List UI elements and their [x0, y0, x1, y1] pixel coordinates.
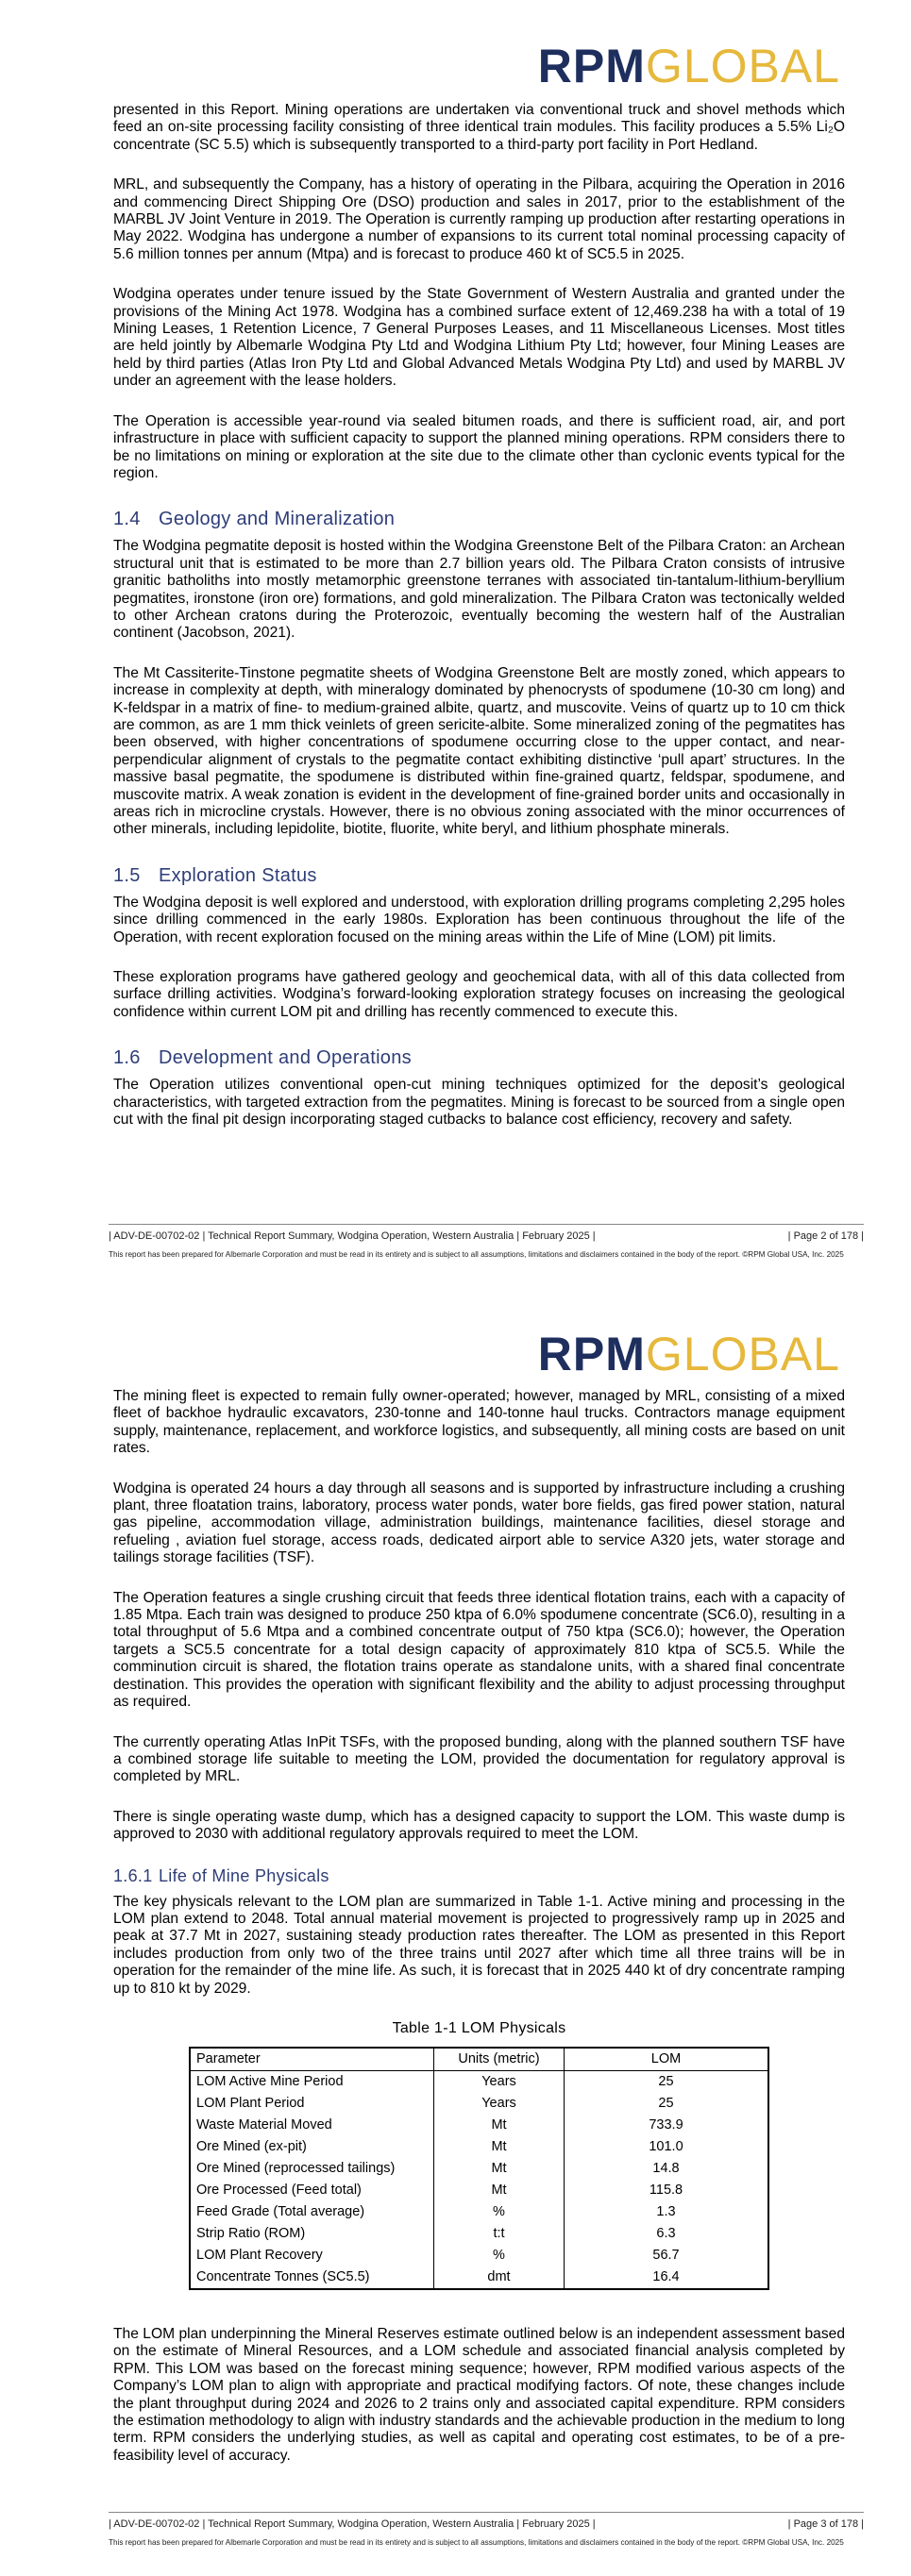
section-title: Development and Operations [159, 1047, 412, 1069]
footer-page-number: | Page 3 of 178 | [787, 2518, 864, 2530]
table-cell: 25 [658, 2096, 674, 2112]
table-row [190, 2267, 768, 2289]
table-row [190, 2180, 768, 2201]
rpm-global-logo [538, 1326, 840, 1382]
table-cell: 1.3 [656, 2204, 676, 2220]
section-number: 1.6 [113, 1047, 141, 1069]
table-cell: % [434, 2201, 565, 2223]
table-cell: 733.9 [649, 2117, 683, 2133]
table-row [190, 2201, 768, 2223]
table-row [190, 2093, 768, 2115]
paragraph: The Wodgina deposit is well explored and understood, with exploration drilling programs completing 2,295 holes since drilling commenced in the early 1980s. Exploration has been continuous throughout the life of the Operation, with recent exploration focused on the mining areas within the Life of Mine (LOM) pit limits. [113, 894, 845, 945]
paragraph: The Operation features a single crushing circuit that feeds three identical flotation trains, each with a capacity of 1.85 Mtpa. Each train was designed to produce 250 ktpa of 6.0% spodumene concentrate (SC6.0), resulting in a total throughput of 5.6 Mtpa and a combined concentrate output of 750 ktpa (SC6.0); however, the Operation targets a SC5.5 concentrate for a total design capacity of approximately 810 ktpa of SC5.5. While the comminution circuit is shared, the flotation trains operate as standalone units, with a shared final concentrate destination. This provides the operation with significant flexibility and the ability to adjust processing throughput as required. [113, 1589, 845, 1711]
table-header-row [190, 2048, 768, 2071]
footer-document-info: | ADV-DE-00702-02 | Technical Report Summary, Wodgina Operation, Western Australia | February 2025 | [109, 1230, 596, 1242]
table-cell: 56.7 [652, 2248, 680, 2264]
footer-rule [109, 2512, 864, 2513]
section-title: Exploration Status [159, 864, 317, 886]
section-heading-development [113, 1047, 845, 1069]
section-number: 1.5 [113, 864, 141, 886]
footer-disclaimer: This report has been prepared for Albemarle Corporation and must be read in its entirety and is subject to all assumptions, limitations and disclaimers contained in the body of the report. ©RPM Global USA, Inc. 2025 [109, 1250, 844, 1259]
table-cell: 6.3 [656, 2226, 676, 2242]
table-cell: 16.4 [652, 2269, 680, 2285]
table-cell: Feed Grade (Total average) [190, 2201, 434, 2223]
table-row [190, 2070, 768, 2093]
page-footer [109, 2512, 864, 2548]
table-cell: LOM Plant Recovery [190, 2245, 434, 2267]
paragraph: The Mt Cassiterite-Tinstone pegmatite sheets of Wodgina Greenstone Belt are mostly zoned, which appears to increase in complexity at depth, with mineralogy dominated by phenocrysts of spodumene (10-30 cm long) and K-feldspar in a matrix of fine- to medium-grained albite, quartz, and muscovite. Veins of quartz up to 10 cm thick are common, as are 1 mm thick veinlets of green sericite-albite. Some mineralized zoning of the pegmatites has been observed, with higher concentrations of spodumene occurring close to the upper contact, and near-perpendicular alignment of crystals to the pegmatite contact exhibiting distinctive ‘pull apart’ structures. In the massive basal pegmatite, the spodumene is distributed within fine-grained quartz, feldspar, spodumene, and muscovite matrix. A weak zonation is evident in the development of fine-grained border units and occasionally in areas rich in microcline crystals. However, there is no obvious zoning associated with the minor occurrences of other minerals, including lepidolite, biotite, fluorite, white beryl, and lithium phosphate minerals. [113, 664, 845, 838]
column-header: Parameter [190, 2048, 434, 2071]
table-row [190, 2136, 768, 2158]
section-title: Geology and Mineralization [159, 509, 396, 530]
footer-disclaimer: This report has been prepared for Albemarle Corporation and must be read in its entirety and is subject to all assumptions, limitations and disclaimers contained in the body of the report. ©RPM Global USA, Inc. 2025 [109, 2538, 844, 2547]
paragraph: The Wodgina pegmatite deposit is hosted within the Wodgina Greenstone Belt of the Pilbara Craton: an Archean structural unit that is estimated to be more than 2.7 billion years old. The Pilbara Craton consists of intrusive granitic batholiths into mostly metamorphic greenstone terranes with associated tin-tantalum-lithium-beryllium pegmatites, ironstone (iron ore) formations, and gold mineralization. The Pilbara Craton was tectonically welded to other Archean cratons during the Proterozoic, eventually becoming the western half of the Australian continent (Jacobson, 2021). [113, 538, 845, 642]
section-number: 1.6.1 [113, 1865, 153, 1885]
table-row [190, 2115, 768, 2136]
table-cell: Strip Ratio (ROM) [190, 2223, 434, 2245]
section-heading-exploration [113, 865, 845, 887]
subsection-heading-lom-physicals [113, 1866, 845, 1886]
paragraph: The key physicals relevant to the LOM plan are summarized in Table 1-1. Active mining and processing in the LOM plan extend to 2048. Total annual material movement is projected to progressively ramp up in 2025 and peak at 37.7 Mt in 2027, sustaining steady production rates thereafter. The LOM as presented in this Report includes production from only two of the three trains until 2027 after which time all three trains will be in operation for the remainder of the mine life. As such, it is forecast that in 2025 440 kt of dry concentrate ramping up to 810 kt by 2029. [113, 1893, 845, 1997]
paragraph: The mining fleet is expected to remain fully owner-operated; however, managed by MRL, consisting of a mixed fleet of backhoe hydraulic excavators, 230-tonne and 140-tonne haul trucks. Contractors manage equipment supply, maintenance, replacement, and workforce logistics, and subsequently, all mining costs are based on unit rates. [113, 1388, 845, 1457]
table-cell: Ore Mined (ex-pit) [190, 2136, 434, 2158]
paragraph: The Operation utilizes conventional open-cut mining techniques optimized for the deposit’s geological characteristics, with targeted extraction from the pegmatites. Mining is forecast to be sourced from a single open cut with the final pit design incorporating staged cutbacks to balance cost efficiency, recovery and safety. [113, 1077, 845, 1129]
footer-document-info: | ADV-DE-00702-02 | Technical Report Summary, Wodgina Operation, Western Australia | February 2025 | [109, 2518, 596, 2530]
paragraph: Wodgina is operated 24 hours a day through all seasons and is supported by infrastructure including a crushing plant, three floatation trains, laboratory, process water ponds, water bore fields, gas fired power station, natural gas pipeline, accommodation village, administration buildings, maintenance facilities, diesel storage and refueling , aviation fuel storage, access roads, dedicated airport able to service A320 jets, water storage and tailings storage facilities (TSF). [113, 1480, 845, 1566]
table-caption: Table 1-1 LOM Physicals [392, 2019, 566, 2036]
table-cell: Waste Material Moved [190, 2115, 434, 2136]
table-cell: 14.8 [652, 2161, 680, 2177]
table-row [190, 2245, 768, 2267]
table-cell: Mt [434, 2180, 565, 2201]
table-cell: Mt [434, 2136, 565, 2158]
paragraph: MRL, and subsequently the Company, has a history of operating in the Pilbara, acquiring the Operation in 2016 and commencing Direct Shipping Ore (DSO) production and sales in 2017, prior to the establishment of the MARBL JV Joint Venture in 2019. The Operation is currently ramping up production after restarting operations in May 2022. Wodgina has undergone a number of expansions to its current total nominal processing capacity of 5.6 million tonnes per annum (Mtpa) and is forecast to produce 460 kt of SC5.5 in 2025. [113, 176, 845, 262]
section-number: 1.4 [113, 509, 141, 530]
table-cell: % [434, 2245, 565, 2267]
paragraph: presented in this Report. Mining operations are undertaken via conventional truck and shovel methods which feed an on-site processing facility consisting of three identical train modules. This facility produces a 5.5% Li₂O concentrate (SC 5.5) which is subsequently transported to a third-party port facility in Port Hedland. [113, 102, 845, 153]
table-cell: Ore Mined (reprocessed tailings) [190, 2158, 434, 2180]
logo-global-text: GLOBAL [645, 1328, 840, 1380]
paragraph: Wodgina operates under tenure issued by the State Government of Western Australia and granted under the provisions of the Mining Act 1978. Wodgina has a combined surface extent of 12,469.238 ha with a total of 19 Mining Leases, 1 Retention Licence, 7 General Purposes Leases, and 11 Miscellaneous Licenses. Most titles are held jointly by Albemarle Wodgina Pty Ltd and Wodgina Lithium Pty Ltd; however, four Mining Leases are held by third parties (Atlas Iron Pty Ltd and Global Advanced Metals Wodgina Pty Ltd) and used by MARBL JV under an agreement with the lease holders. [113, 286, 845, 390]
page-2-body [113, 102, 845, 1151]
table-cell: Years [434, 2093, 565, 2115]
table-cell: 115.8 [649, 2183, 683, 2199]
section-heading-geology [113, 509, 845, 530]
section-title: Life of Mine Physicals [159, 1865, 329, 1885]
paragraph: There is single operating waste dump, which has a designed capacity to support the LOM. This waste dump is approved to 2030 with additional regulatory approvals required to meet the LOM. [113, 1808, 845, 1843]
table-cell: t:t [434, 2223, 565, 2245]
logo-global-text: GLOBAL [645, 40, 840, 92]
footer-rule [109, 1224, 864, 1225]
logo-rpm-text: RPM [537, 40, 646, 92]
table-cell: LOM Plant Period [190, 2093, 434, 2115]
rpm-global-logo [538, 38, 840, 94]
table-cell: Ore Processed (Feed total) [190, 2180, 434, 2201]
paragraph: The Operation is accessible year-round via sealed bitumen roads, and there is sufficient road, air, and port infrastructure in place with sufficient capacity to support the planned mining operations. RPM considers there to be no limitations on mining or exploration at the site due to the climate other than cyclonic events typical for the region. [113, 412, 845, 481]
page-3-body [113, 1388, 845, 2487]
page-footer [109, 1224, 864, 1260]
paragraph: The currently operating Atlas InPit TSFs, with the proposed bunding, along with the planned southern TSF have a combined storage life suitable to meeting the LOM, provided the documentation for regulatory approval is completed by MRL. [113, 1733, 845, 1785]
table-row [190, 2223, 768, 2245]
logo-rpm-text: RPM [537, 1328, 646, 1380]
column-header: LOM [565, 2048, 769, 2071]
lom-physicals-table [189, 2047, 769, 2290]
column-header: Units (metric) [434, 2048, 565, 2071]
table-cell: Mt [434, 2158, 565, 2180]
report-page-3 [0, 1288, 911, 2576]
table-cell: Years [434, 2070, 565, 2093]
table-cell: LOM Active Mine Period [190, 2070, 434, 2093]
table-cell: Mt [434, 2115, 565, 2136]
table-cell: Concentrate Tonnes (SC5.5) [190, 2267, 434, 2289]
table-cell: 101.0 [649, 2139, 683, 2155]
table-cell: 25 [658, 2074, 674, 2090]
table-cell: dmt [434, 2267, 565, 2289]
footer-page-number: | Page 2 of 178 | [787, 1230, 864, 1242]
paragraph: These exploration programs have gathered geology and geochemical data, with all of this data collected from surface drilling activities. Wodgina’s forward-looking exploration strategy focuses on increasing the geological confidence within current LOM pit and drilling has recently commenced to execute this. [113, 969, 845, 1020]
table-row [190, 2158, 768, 2180]
paragraph: The LOM plan underpinning the Mineral Reserves estimate outlined below is an independent assessment based on the estimate of Mineral Resources, and a LOM schedule and associated financial analysis completed by RPM. This LOM was based on the forecast mining sequence; however, RPM modified various aspects of the Company’s LOM plan to align with appropriate and practical modifying factors. Of note, these changes include the plant throughput during 2024 and 2026 to 2 trains only and associated capital expenditure. RPM considers the estimation methodology to align with industry standards and the achievable production in the medium to long term. RPM considers the underlying studies, as well as capital and operating cost estimates, to be of a pre-feasibility level of accuracy. [113, 2325, 845, 2464]
